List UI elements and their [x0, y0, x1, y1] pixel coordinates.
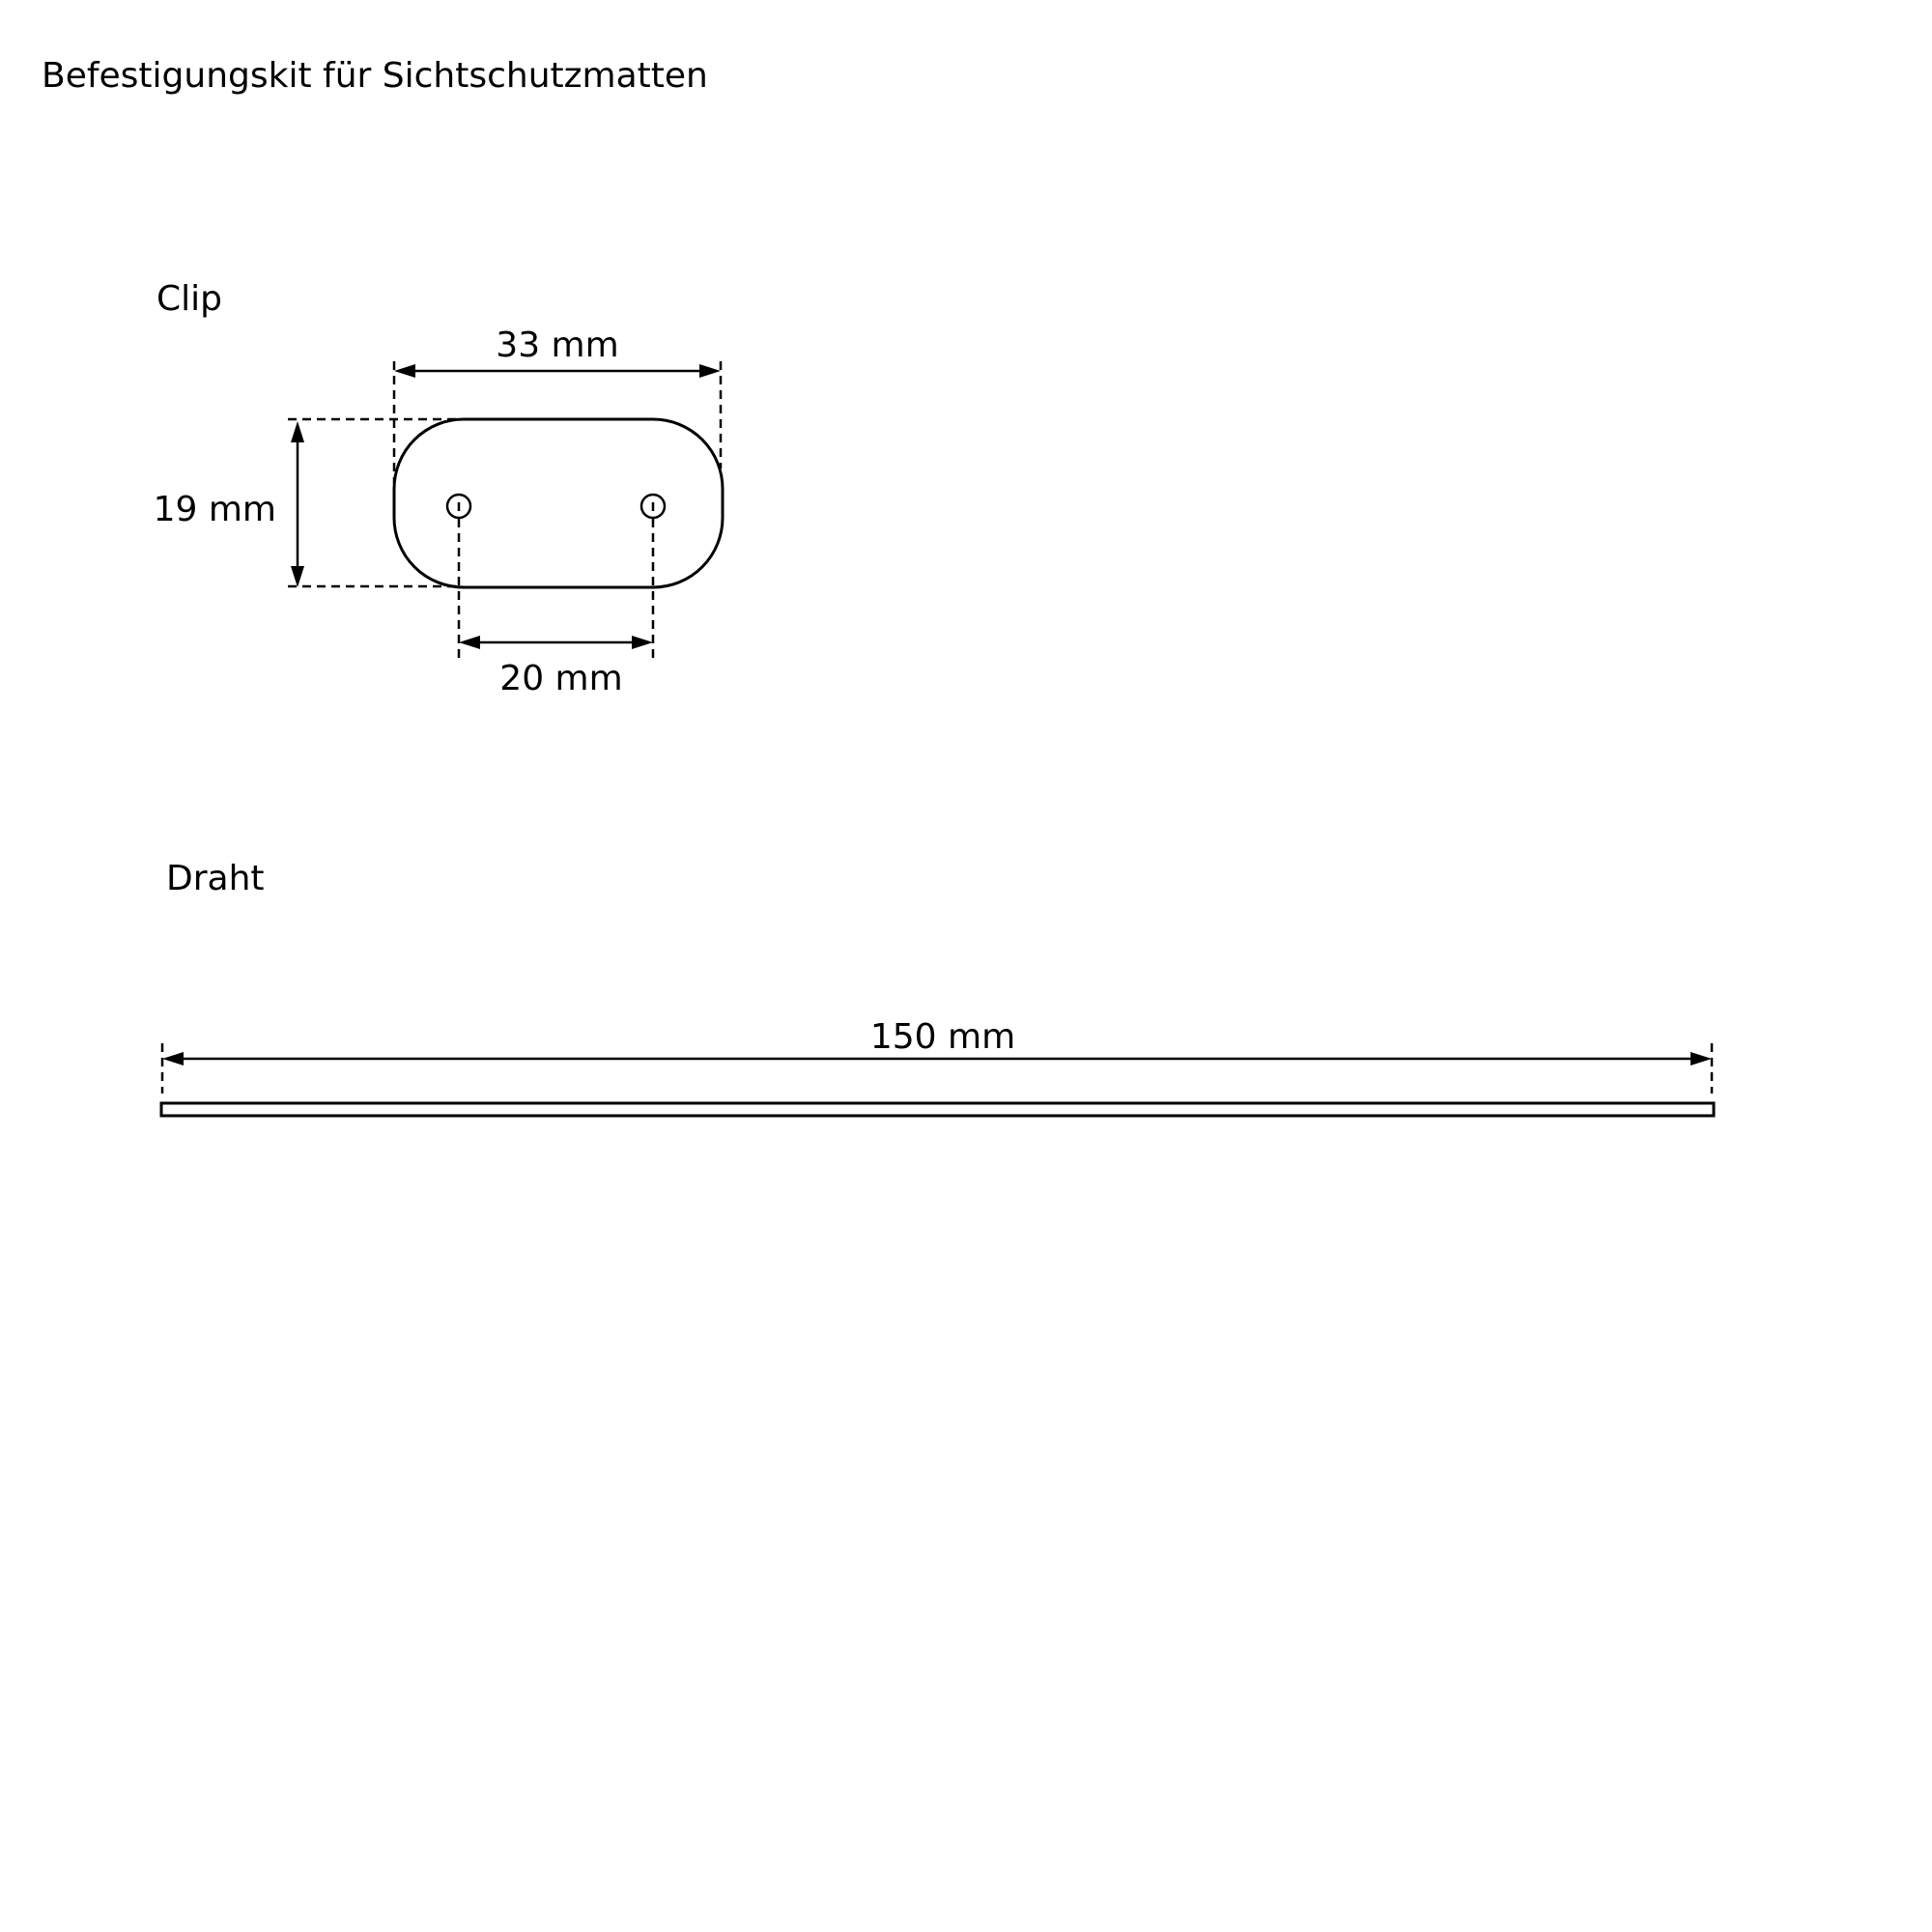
arrowhead-down-icon	[291, 566, 304, 587]
clip-hole-spacing-value: 20 mm	[499, 659, 623, 698]
clip-height-value: 19 mm	[153, 490, 276, 529]
draht-length-value: 150 mm	[869, 1017, 1016, 1057]
arrowhead-right-icon	[632, 636, 653, 649]
arrowhead-left-icon	[162, 1052, 184, 1065]
draht-bar	[161, 1103, 1714, 1116]
clip-width-value: 33 mm	[496, 326, 619, 365]
draht-section-label: Draht	[166, 859, 265, 898]
arrowhead-right-icon	[699, 364, 721, 378]
page-title: Befestigungskit für Sichtschutzmatten	[42, 56, 708, 96]
arrowhead-left-icon	[394, 364, 415, 378]
clip-section-label: Clip	[156, 279, 222, 319]
arrowhead-up-icon	[291, 421, 304, 442]
arrowhead-right-icon	[1690, 1052, 1712, 1065]
draht-length-dimension	[162, 1017, 1712, 1094]
arrowhead-left-icon	[459, 636, 480, 649]
clip-outline	[394, 419, 723, 587]
